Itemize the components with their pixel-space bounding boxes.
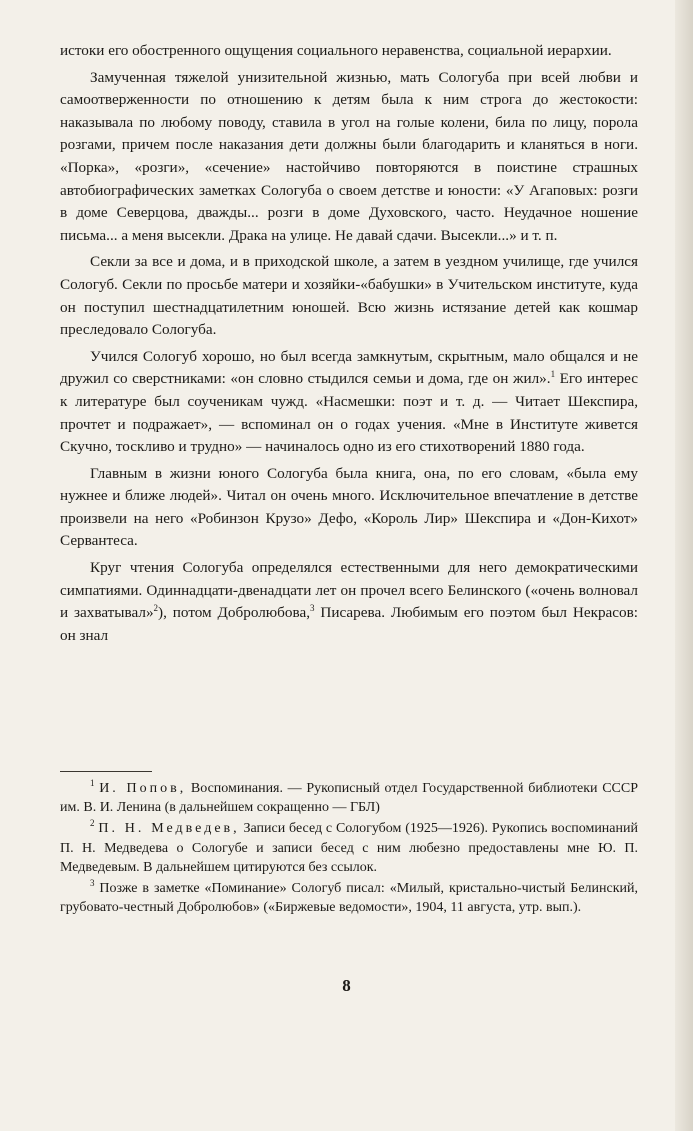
- paragraph-6-part-a: Круг чтения Сологуба определялся естественными для него демократическими симпатиями. Одиннадцати-двенадцати лет он прочел всего Белинского («очень волновал и захватывал»: [60, 559, 638, 622]
- footnotes: [60, 779, 638, 917]
- paragraph-5: Главным в жизни юного Сологуба была книга, она, по его словам, «была ему нужнее и ближе людей». Читал он очень много. Исключительное впечатление в детстве произвели на него «Робинзон Крузо» Дефо, «Король Лир» Шекспира и «Дон-Кихот» Сервантеса.: [60, 464, 638, 550]
- paragraph-6-part-c: Писарева. Любимым его поэтом был Некрасов: он знал: [60, 604, 639, 644]
- paragraph-6: [60, 557, 638, 647]
- paragraph-4: [60, 346, 638, 459]
- footnote-1: [60, 779, 638, 817]
- footnote-ref-3: 3: [310, 603, 315, 614]
- main-text: [60, 40, 638, 647]
- paragraph-6-part-b: ), потом Добролюбова,: [158, 604, 310, 622]
- footnote-ref-2: 2: [153, 603, 159, 614]
- footnote-author: И. Попов,: [99, 781, 187, 796]
- paragraph-2: Замученная тяжелой унизительной жизнью, мать Сологуба при всей любви и самоотверженности по отношению к детям была к ним строга до жестокости: наказывала по любому поводу, ставила в угол на голые колени, била по лицу, порола розгами, причем после наказания дети должны были благодарить и кланяться в ноги. «Порка», «розги», «сечение» настойчиво повторяются в поистине страшных автобиографических заметках Сологуба о своем детстве и юности: «У Агаповых: розги в доме Северцова, дважды... розги в доме Духовского, часто. Неудачное ношение письма... а меня высекли. Драка на улице. Не давай сдачи. Высекли...» и т. п.: [60, 68, 638, 244]
- page-edge: [675, 0, 693, 1131]
- footnote-number: 2: [90, 818, 95, 829]
- footnote-text: Записи бесед с Сологубом (1925—1926). Рукопись воспоминаний П. Н. Медведева о Сологубе и записи бесед с ним любезно предоставлены мне Ю. П. Медведевым. В дальнейшем цитируются без ссылок.: [60, 821, 638, 875]
- footnote-divider: [60, 771, 152, 772]
- paragraph-4-part-b: Его интерес к литературе был соученикам чужд. «Насмешки: поэт и т. д. — Читает Шекспира, прочтет и подражает», — вспоминал он о годах учения. «Мне в Институте живется Скучно, тоскливо и трудно» — начиналось одно из его стихотворений 1880 года.: [60, 370, 639, 456]
- footnote-author: П. Н. Медведев,: [98, 821, 240, 837]
- footnote-number: 3: [90, 878, 95, 889]
- footnote-3: [60, 879, 638, 917]
- footnote-number: 1: [90, 778, 95, 788]
- footnote-text: Позже в заметке «Поминание» Сологуб писал: «Милый, кристально-чистый Белинский, грубовато-честный Добролюбов» («Биржевые ведомости», 1904, 11 августа, утр. вып.).: [60, 881, 639, 916]
- footnote-ref-1: 1: [550, 369, 556, 380]
- page-number: 8: [342, 976, 351, 995]
- paragraph-3: Секли за все и дома, и в приходской школе, а затем в уездном училище, где учился Сологуб. Секли по просьбе матери и хозяйки-«бабушки» в Учительском институте, куда он поступил шестнадцатилетним юношей. Всю жизнь истязание детей как кошмар преследовало Сологуба.: [60, 253, 638, 339]
- footnote-2: [60, 819, 638, 877]
- footnote-text: Воспоминания. — Рукописный отдел Государственной библиотеки СССР им. В. И. Ленина (в дальнейшем сокращенно — ГБЛ): [60, 781, 638, 816]
- paragraph-4-part-a: Учился Сологуб хорошо, но был всегда замкнутым, скрытным, мало общался и не дружил со сверстниками: «он словно стыдился семьи и дома, где он жил».: [60, 347, 638, 388]
- paragraph-1: истоки его обостренного ощущения социального неравенства, социальной иерархии.: [60, 42, 612, 59]
